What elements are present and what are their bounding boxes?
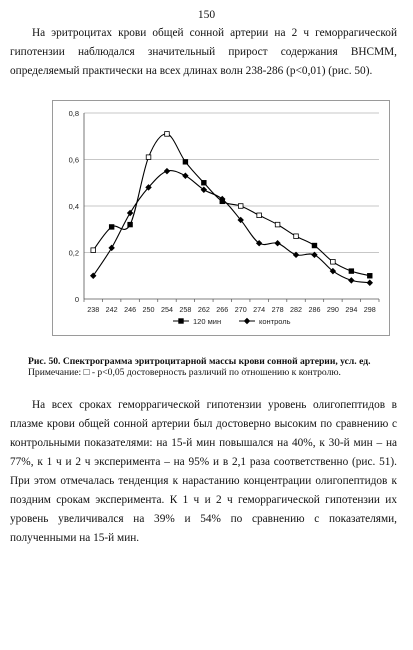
legend-marker bbox=[244, 318, 250, 324]
y-tick-label: 0,8 bbox=[68, 109, 79, 118]
x-tick-label: 238 bbox=[87, 305, 100, 314]
series-120min-point bbox=[183, 160, 188, 165]
x-tick-label: 274 bbox=[253, 305, 266, 314]
series-120min-point bbox=[349, 269, 354, 274]
caption-note-label: Примечание: bbox=[28, 367, 82, 378]
x-tick-label: 242 bbox=[105, 305, 118, 314]
series-control-line bbox=[93, 171, 370, 283]
x-tick-label: 286 bbox=[308, 305, 321, 314]
series-control-point bbox=[183, 173, 189, 179]
x-tick-label: 278 bbox=[271, 305, 284, 314]
spectrogram-chart bbox=[52, 100, 390, 336]
series-control-point bbox=[367, 280, 373, 286]
caption-title: Рис. 50. Спектрограмма эритроцитарной массы крови сонной артерии, усл. ед. bbox=[28, 356, 371, 367]
x-tick-label: 298 bbox=[363, 305, 376, 314]
series-120min-point bbox=[275, 222, 280, 227]
series-120min-point bbox=[257, 213, 262, 218]
caption-note bbox=[28, 367, 400, 378]
caption-note-symbol: □ bbox=[83, 367, 90, 378]
x-tick-label: 250 bbox=[142, 305, 155, 314]
paragraph-2: На всех сроках геморрагической гипотензии уровень олигопептидов в плазме крови общей сонной артерии был достоверно высоким по сравнению с контрольными показателями: на 15-й мин повышался на 40%, к 30-й мин – на 77%, к 1 ч и 2 ч эксперимента – на 95% и в 2,1 раза соответственно (рис. 51). При этом отмечалась тенденция к нарастанию концентрации олигопептидов к поздним срокам эксперимента. К 1 ч и 2 ч геморрагической гипотензии их уровень увеличивался на 39% и 54% по сравнению с показателями, полученными на 15-й мин. bbox=[10, 399, 397, 544]
series-120min-point bbox=[146, 155, 151, 160]
x-tick-label: 254 bbox=[160, 305, 173, 314]
x-tick-label: 294 bbox=[345, 305, 358, 314]
series-control-point bbox=[109, 245, 115, 251]
series-120min-point bbox=[294, 234, 299, 239]
y-tick-label: 0,4 bbox=[68, 202, 79, 211]
page-number: 150 bbox=[197, 9, 216, 21]
y-tick-label: 0 bbox=[74, 295, 79, 304]
series-120min-point bbox=[165, 132, 170, 137]
x-tick-label: 290 bbox=[326, 305, 339, 314]
figure-caption bbox=[28, 356, 400, 378]
series-120min-point bbox=[238, 204, 243, 209]
x-tick-label: 270 bbox=[234, 305, 247, 314]
series-control-point bbox=[164, 168, 170, 174]
series-120min-point bbox=[367, 273, 372, 278]
series-120min-point bbox=[312, 243, 317, 248]
series-120min-point bbox=[109, 225, 114, 230]
series-120min-point bbox=[128, 222, 133, 227]
legend-label: 120 мин bbox=[193, 317, 222, 326]
caption-note-text: - p<0,05 достоверность различий по отношению к контролю. bbox=[91, 367, 341, 378]
chart-svg bbox=[53, 101, 391, 337]
series-control-point bbox=[127, 210, 133, 216]
x-tick-label: 266 bbox=[216, 305, 229, 314]
series-control-point bbox=[275, 240, 281, 246]
x-tick-label: 258 bbox=[179, 305, 192, 314]
legend-label: контроль bbox=[259, 317, 291, 326]
series-120min-point bbox=[91, 248, 96, 253]
legend-marker bbox=[179, 319, 184, 324]
series-120min-point bbox=[202, 180, 207, 185]
y-tick-label: 0,2 bbox=[68, 248, 79, 258]
paragraph-1: На эритроцитах крови общей сонной артерии на 2 ч геморрагической гипотензии наблюдался значительный прирост содержания ВНСММ, определяемый практически на всех длинах волн 238-286 (p<0,01) (рис. 50). bbox=[10, 27, 397, 77]
x-tick-label: 246 bbox=[124, 305, 137, 314]
series-120min-point bbox=[331, 260, 336, 265]
y-tick-label: 0,6 bbox=[68, 155, 79, 165]
x-tick-label: 282 bbox=[290, 305, 303, 314]
series-control-point bbox=[349, 278, 355, 284]
x-tick-label: 262 bbox=[197, 305, 210, 314]
